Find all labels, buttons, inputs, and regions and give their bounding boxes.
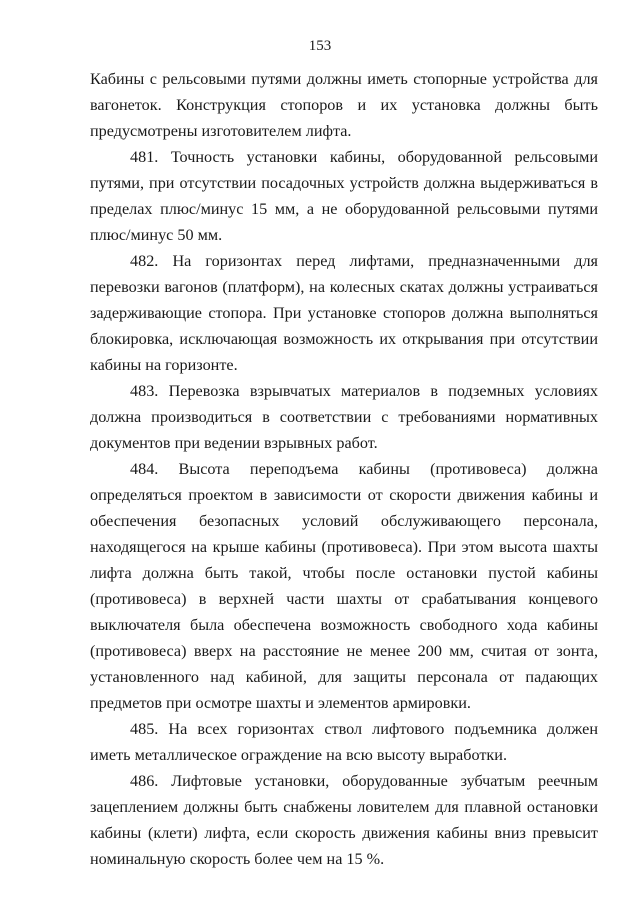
paragraph-484: 484. Высота переподъема кабины (противовеса) должна определяться проектом в зависимости от скорости движения кабины и обеспечения безопасных условий обслуживающего персонала, находящегося на крыше кабины (противовеса). При этом высота шахты лифта должна быть такой, чтобы после остановки пустой кабины (противовеса) в верхней части шахты от срабатывания концевого выключателя была обеспечена возможность свободного хода кабины (противовеса) вверх на расстояние не менее 200 мм, считая от зонта, установленного над кабиной, для защиты персонала от падающих предметов при осмотре шахты и элементов армировки. [90, 460, 598, 712]
paragraph-483: 483. Перевозка взрывчатых материалов в подземных условиях должна производиться в соответствии с требованиями нормативных документов при ведении взрывных работ. [90, 382, 598, 452]
paragraph-481: 481. Точность установки кабины, оборудованной рельсовыми путями, при отсутствии посадочных устройств должна выдерживаться в пределах плюс/минус 15 мм, а не оборудованной рельсовыми путями плюс/минус 50 мм. [90, 148, 598, 244]
paragraph-485: 485. На всех горизонтах ствол лифтового подъемника должен иметь металлическое ограждение на всю высоту выработки. [90, 720, 598, 764]
paragraph-482: 482. На горизонтах перед лифтами, предназначенными для перевозки вагонов (платформ), на колесных скатах должны устраиваться задерживающие стопора. При установке стопоров должна выполняться блокировка, исключающая возможность их открывания при отсутствии кабины на горизонте. [90, 252, 598, 374]
paragraph-486: 486. Лифтовые установки, оборудованные зубчатым реечным зацеплением должны быть снабжены ловителем для плавной остановки кабины (клети) лифта, если скорость движения кабины вниз превысит номинальную скорость более чем на 15 %. [90, 772, 598, 868]
document-body [90, 66, 598, 872]
paragraph-continuation: Кабины с рельсовыми путями должны иметь стопорные устройства для вагонеток. Конструкция стопоров и их установка должны быть предусмотрены изготовителем лифта. [90, 70, 598, 140]
page-number: 153 [308, 38, 332, 54]
